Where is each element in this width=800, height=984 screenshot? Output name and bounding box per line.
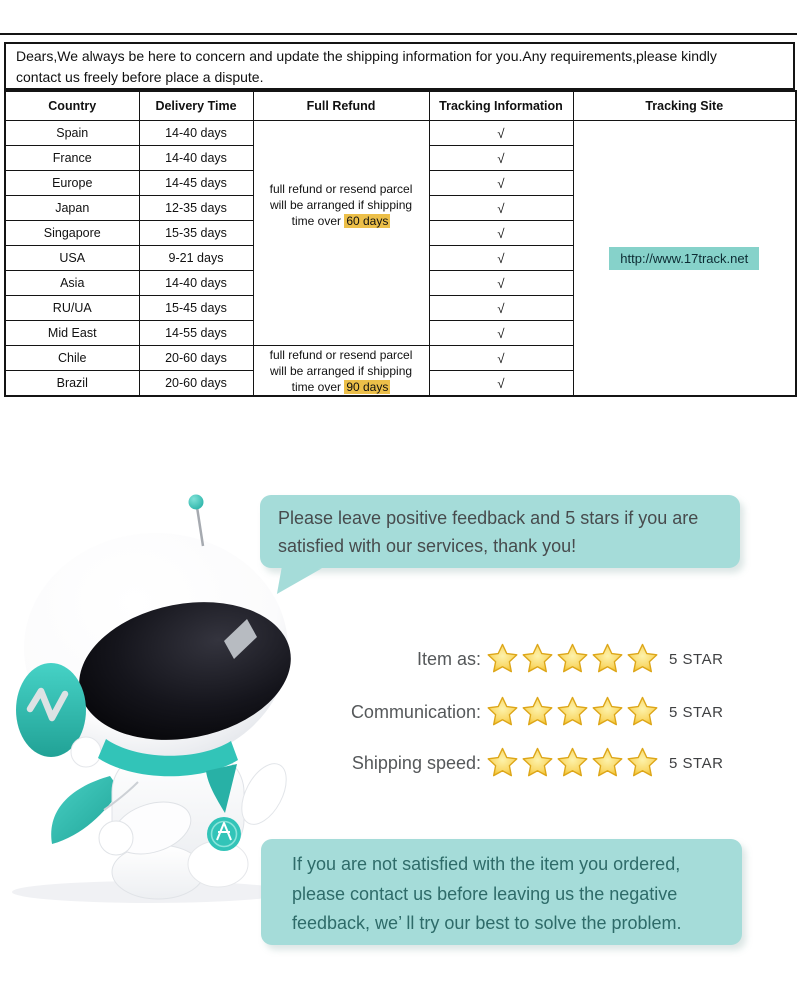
tracking-check: √ [429,296,573,321]
delivery-cell: 20-60 days [139,371,253,397]
star-icon [591,747,624,780]
bubble-bottom-line-2: please contact us before leaving us the negative [292,883,678,904]
table-header-row [5,91,796,121]
tracking-check: √ [429,146,573,171]
delivery-cell: 15-35 days [139,221,253,246]
rating-suffix: 5 STAR [669,754,724,772]
country-cell: Japan [5,196,139,221]
delivery-cell: 15-45 days [139,296,253,321]
header-full-refund: Full Refund [253,91,429,121]
tracking-check: √ [429,321,573,346]
table-row [5,121,796,146]
tracking-check: √ [429,371,573,397]
country-cell: Mid East [5,321,139,346]
star-icon [556,747,589,780]
star-icon [556,696,589,729]
bubble-top-line-2: satisfied with our services, thank you! [278,536,577,556]
tracking-site-cell [573,121,796,397]
star-icon [486,643,519,676]
delivery-cell: 14-45 days [139,171,253,196]
robot-mascot-illustration [0,490,300,910]
bubble-top-line-1: Please leave positive feedback and 5 stars if you are [278,508,699,528]
bubble-bottom-line-1: If you are not satisfied with the item you ordered, [292,854,681,874]
delivery-cell: 14-55 days [139,321,253,346]
full-refund-cell-standard [253,121,429,346]
tracking-check: √ [429,271,573,296]
refund-highlight-90-days: 90 days [346,379,389,394]
rating-suffix: 5 STAR [669,703,724,721]
top-divider [0,33,797,35]
country-cell: RU/UA [5,296,139,321]
country-cell: Singapore [5,221,139,246]
rating-row-item-as [330,641,750,677]
robot-fist [99,821,133,855]
country-cell: Europe [5,171,139,196]
country-cell: Spain [5,121,139,146]
tracking-check: √ [429,171,573,196]
tracking-check: √ [429,221,573,246]
bubble-bottom-line-3: feedback, we’ ll try our best to solve the problem. [292,913,682,933]
robot-antenna-ball [189,495,204,510]
five-star-icons [486,696,661,729]
seller-notice [4,42,795,90]
rating-row-shipping-speed [330,745,750,781]
tracking-check: √ [429,121,573,146]
five-star-icons [486,643,661,676]
tracking-site-url: http://www.17track.net [609,247,759,270]
header-delivery-time: Delivery Time [139,91,253,121]
delivery-cell: 12-35 days [139,196,253,221]
rating-label: Shipping speed: [351,752,481,773]
notice-line-2: contact us freely before place a dispute. [16,69,264,85]
delivery-cell: 14-40 days [139,121,253,146]
delivery-cell: 14-40 days [139,146,253,171]
refund-text: full refund or resend parcel will be arranged if shipping time over [269,347,413,394]
star-icon [556,643,589,676]
rating-label: Communication: [350,701,481,722]
tracking-check: √ [429,346,573,371]
delivery-cell: 14-40 days [139,271,253,296]
feedback-request-bubble [260,495,740,568]
rating-row-communication [330,694,750,730]
star-icon [591,643,624,676]
header-tracking-site: Tracking Site [573,91,796,121]
delivery-cell: 20-60 days [139,346,253,371]
tracking-check: √ [429,196,573,221]
robot-hand-behind [71,737,101,767]
delivery-cell: 9-21 days [139,246,253,271]
star-icon [521,643,554,676]
star-icon [521,696,554,729]
rating-label: Item as: [416,648,481,669]
star-icon [626,696,659,729]
country-cell: Brazil [5,371,139,397]
star-icon [626,643,659,676]
star-icon [486,696,519,729]
star-icon [626,747,659,780]
country-cell: France [5,146,139,171]
country-cell: USA [5,246,139,271]
star-icon [521,747,554,780]
tracking-check: √ [429,246,573,271]
refund-highlight-60-days: 60 days [346,214,389,228]
refund-text: full refund or resend parcel will be arranged if shipping time over [269,182,413,228]
star-icon [486,747,519,780]
notice-line-1: Dears,We always be here to concern and update the shipping information for you.Any requirements,please kindly [16,48,717,64]
shipping-table [4,90,797,397]
country-cell: Chile [5,346,139,371]
rating-suffix: 5 STAR [669,650,724,668]
five-star-icons [486,747,661,780]
header-tracking-information: Tracking Information [429,91,573,121]
dispute-warning-bubble [261,839,742,945]
header-country: Country [5,91,139,121]
country-cell: Asia [5,271,139,296]
star-icon [591,696,624,729]
full-refund-cell-extended [253,346,429,397]
